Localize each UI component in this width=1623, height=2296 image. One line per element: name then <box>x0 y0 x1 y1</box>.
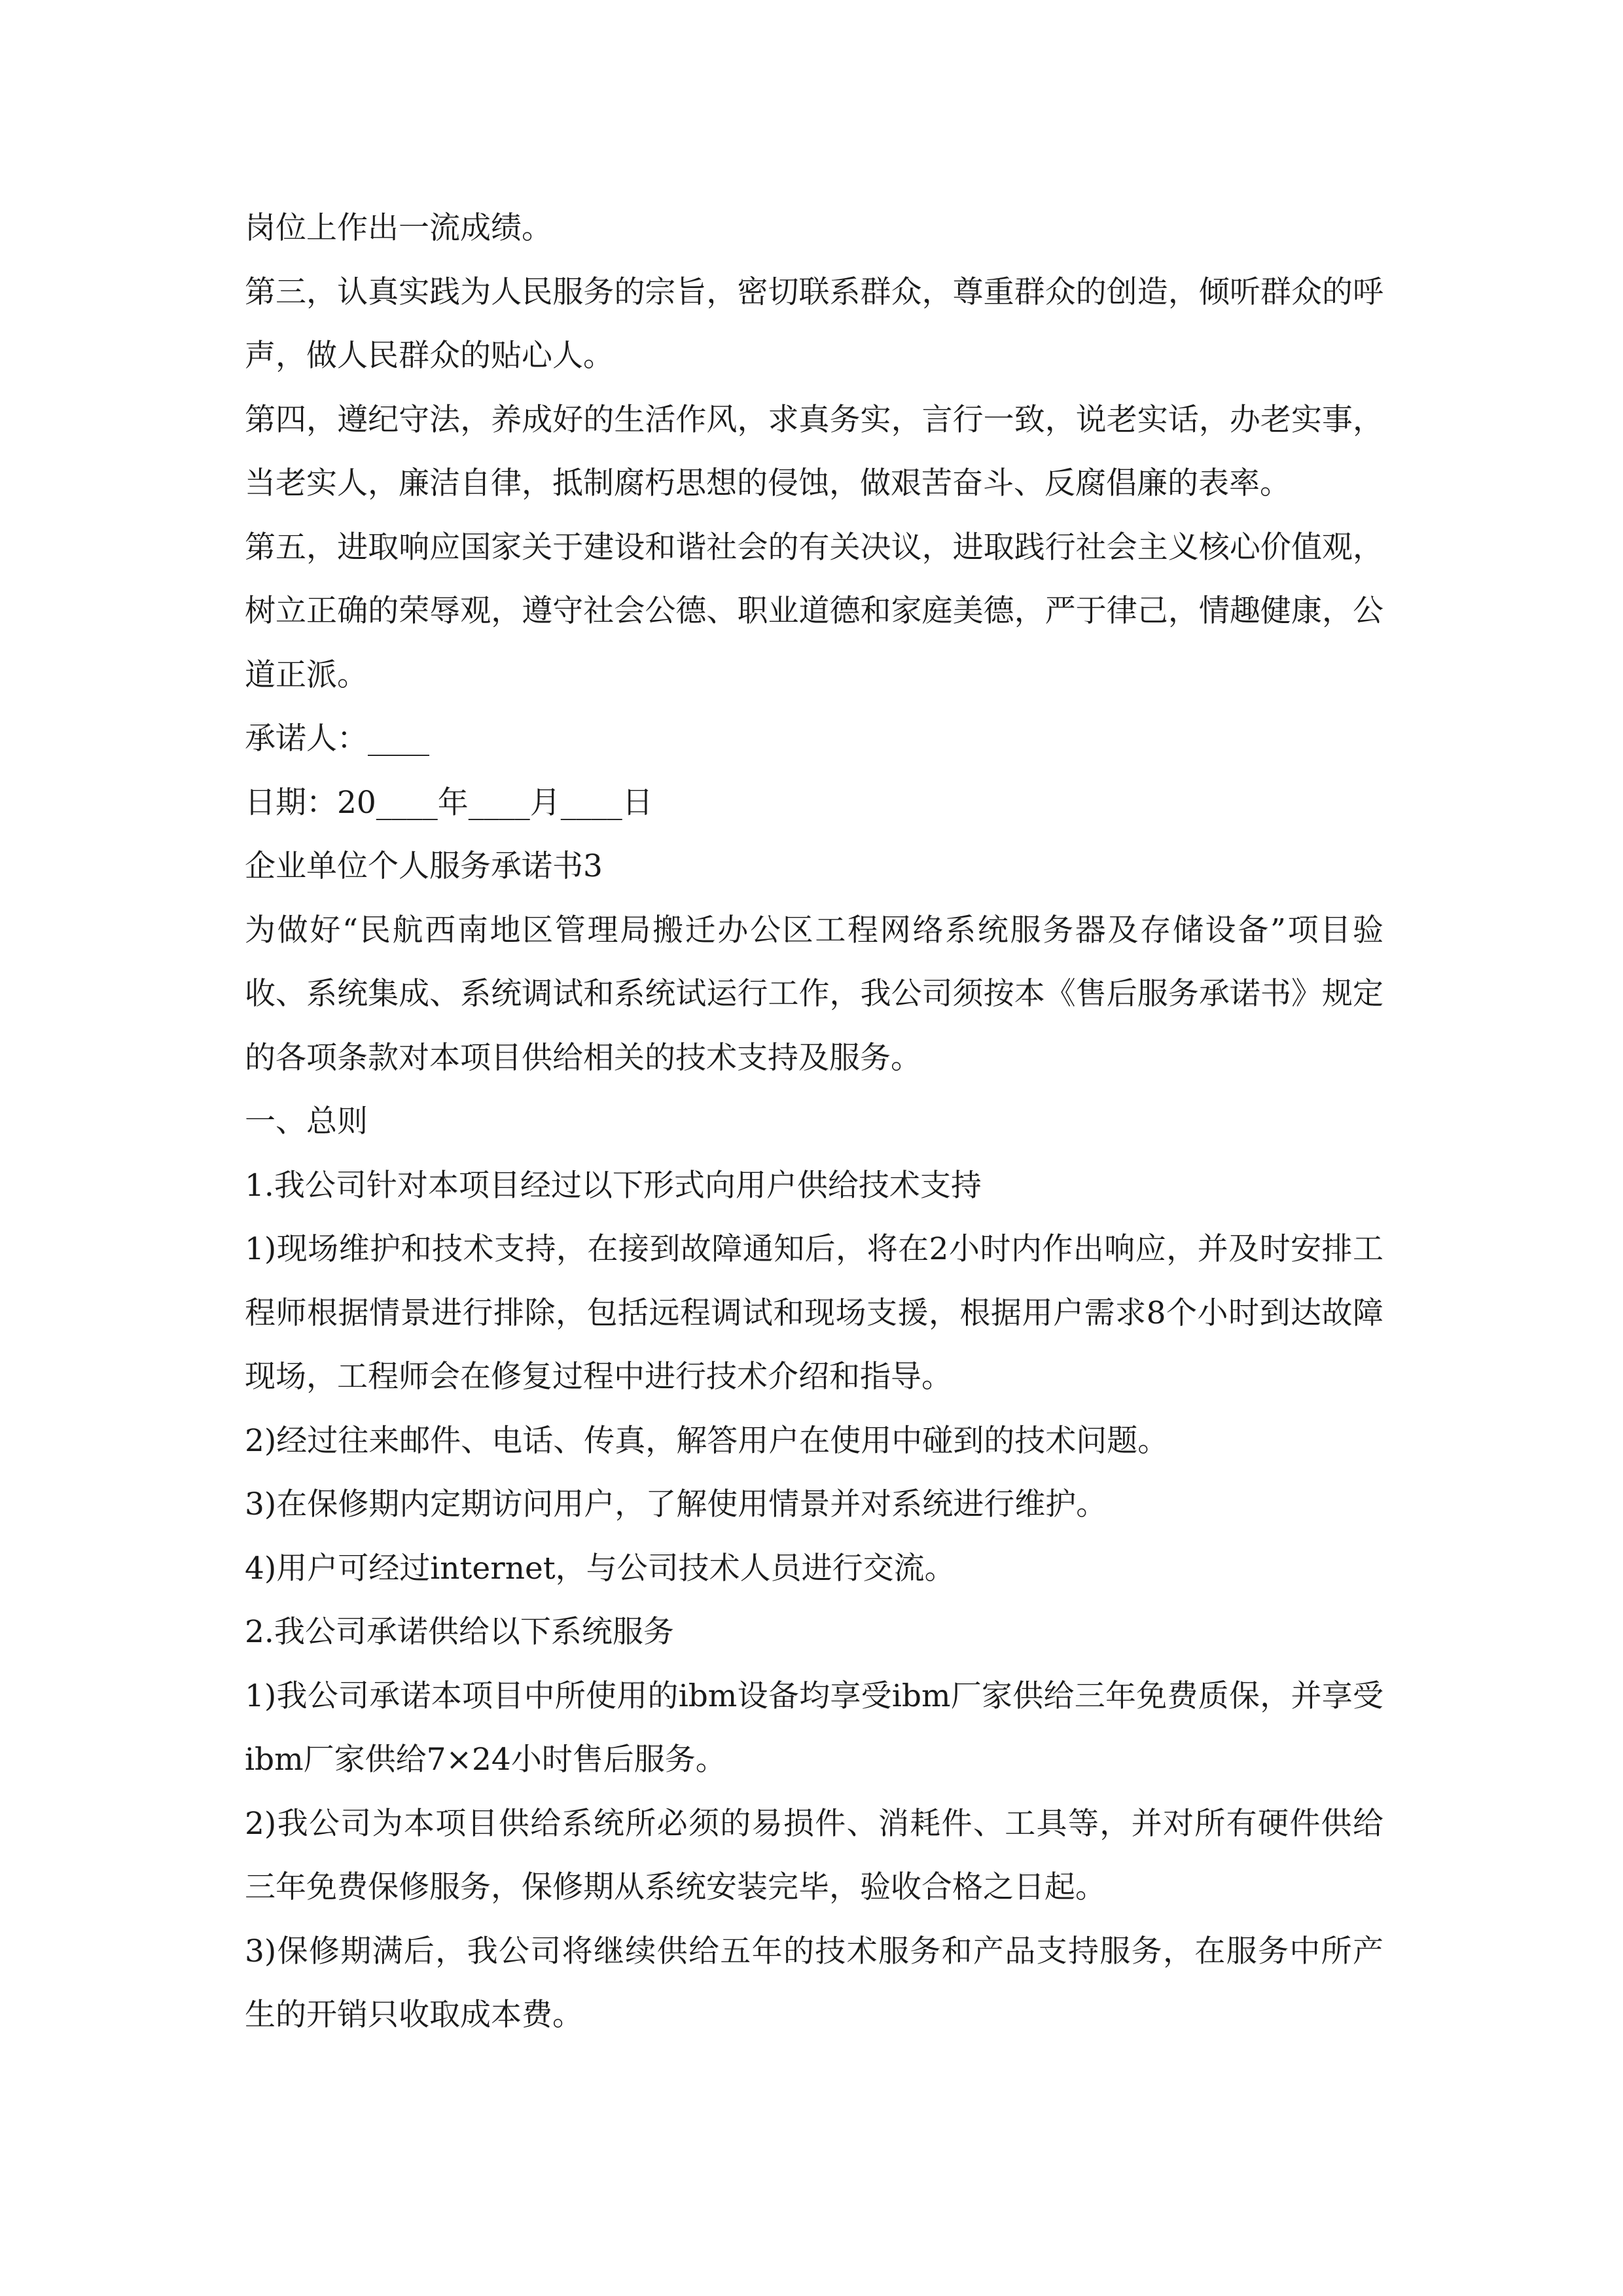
paragraph-continuation: 岗位上作出一流成绩。 <box>245 210 552 246</box>
item-2-3: 3)保修期满后，我公司将继续供给五年的技术服务和产品支持服务，在服务中所产生的开销只收取成本费。 <box>245 1933 1383 2033</box>
date-line: 日期：20____年____月____日 <box>245 784 653 821</box>
promisor-line: 承诺人：____ <box>245 721 429 757</box>
item-2-heading: 2.我公司承诺供给以下系统服务 <box>245 1614 674 1650</box>
item-1-3: 3)在保修期内定期访问用户，了解使用情景并对系统进行维护。 <box>245 1486 1107 1522</box>
item-1-4: 4)用户可经过internet，与公司技术人员进行交流。 <box>245 1550 955 1587</box>
item-2-1: 1)我公司承诺本项目中所使用的ibm设备均享受ibm厂家供给三年免费质保，并享受ibm厂家供给7×24小时售后服务。 <box>245 1677 1383 1778</box>
item-1-2: 2)经过往来邮件、电话、传真，解答用户在使用中碰到的技术问题。 <box>245 1422 1169 1459</box>
paragraph-fifth-point: 第五，进取响应国家关于建设和谐社会的有关决议，进取践行社会主义核心价值观，树立正确的荣辱观，遵守社会公德、职业道德和家庭美德，严于律己，情趣健康，公道正派。 <box>245 529 1383 693</box>
paragraph-intro: 为做好“民航西南地区管理局搬迁办公区工程网络系统服务器及存储设备”项目验收、系统集成、系统调试和系统试运行工作，我公司须按本《售后服务承诺书》规定的各项条款对本项目供给相关的技术支持及服务。 <box>245 912 1383 1076</box>
document-body <box>245 196 1383 2047</box>
heading-general-principles: 一、总则 <box>245 1103 368 1139</box>
item-1-heading: 1.我公司针对本项目经过以下形式向用户供给技术支持 <box>245 1167 982 1204</box>
paragraph-fourth-point: 第四，遵纪守法，养成好的生活作风，求真务实，言行一致，说老实话，办老实事，当老实人，廉洁自律，抵制腐朽思想的侵蚀，做艰苦奋斗、反腐倡廉的表率。 <box>245 401 1383 501</box>
paragraph-third-point: 第三，认真实践为人民服务的宗旨，密切联系群众，尊重群众的创造，倾听群众的呼声，做人民群众的贴心人。 <box>245 274 1383 374</box>
section-title: 企业单位个人服务承诺书3 <box>245 848 603 884</box>
item-1-1: 1)现场维护和技术支持，在接到故障通知后，将在2小时内作出响应，并及时安排工程师根据情景进行排除，包括远程调试和现场支援，根据用户需求8个小时到达故障现场，工程师会在修复过程中进行技术介绍和指导。 <box>245 1231 1383 1395</box>
item-2-2: 2)我公司为本项目供给系统所必须的易损件、消耗件、工具等，并对所有硬件供给三年免费保修服务，保修期从系统安装完毕，验收合格之日起。 <box>245 1805 1383 1905</box>
